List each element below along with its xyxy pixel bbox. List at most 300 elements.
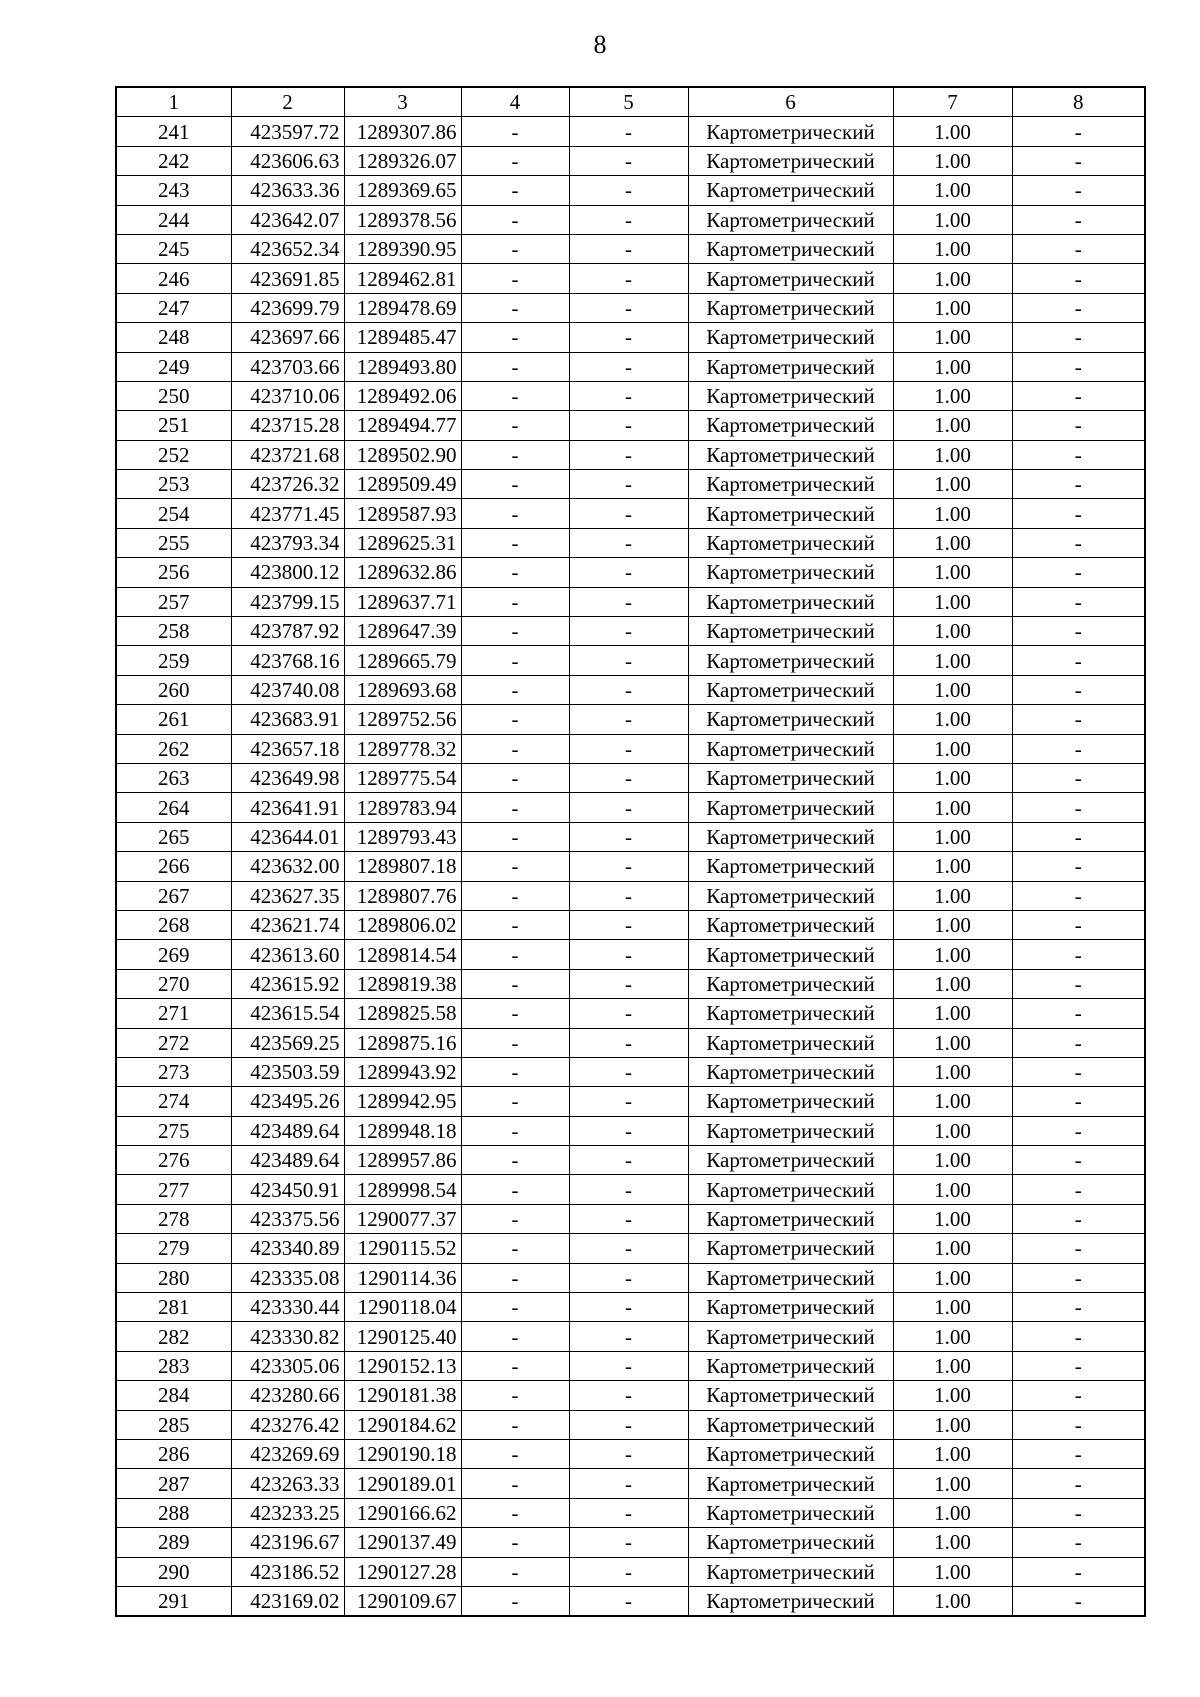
column-8-cell: - bbox=[1012, 705, 1145, 734]
method-cell: Картометрический bbox=[688, 440, 893, 469]
x-coordinate-cell: 423787.92 bbox=[231, 617, 344, 646]
column-8-cell: - bbox=[1012, 352, 1145, 381]
method-cell: Картометрический bbox=[688, 1469, 893, 1498]
column-5-cell: - bbox=[569, 1263, 688, 1292]
column-4-cell: - bbox=[461, 1439, 569, 1468]
point-number-cell: 269 bbox=[116, 940, 231, 969]
x-coordinate-cell: 423615.54 bbox=[231, 999, 344, 1028]
y-coordinate-cell: 1290127.28 bbox=[344, 1557, 461, 1586]
column-5-cell: - bbox=[569, 1351, 688, 1380]
x-coordinate-cell: 423715.28 bbox=[231, 411, 344, 440]
point-number-cell: 260 bbox=[116, 675, 231, 704]
point-number-cell: 277 bbox=[116, 1175, 231, 1204]
accuracy-cell: 1.00 bbox=[893, 734, 1012, 763]
column-4-cell: - bbox=[461, 1410, 569, 1439]
column-8-cell: - bbox=[1012, 881, 1145, 910]
method-cell: Картометрический bbox=[688, 558, 893, 587]
accuracy-cell: 1.00 bbox=[893, 1116, 1012, 1145]
column-5-cell: - bbox=[569, 1146, 688, 1175]
table-row bbox=[116, 440, 1145, 469]
column-8-cell: - bbox=[1012, 1028, 1145, 1057]
x-coordinate-cell: 423280.66 bbox=[231, 1381, 344, 1410]
x-coordinate-cell: 423569.25 bbox=[231, 1028, 344, 1057]
point-number-cell: 259 bbox=[116, 646, 231, 675]
x-coordinate-cell: 423642.07 bbox=[231, 205, 344, 234]
column-4-cell: - bbox=[461, 499, 569, 528]
x-coordinate-cell: 423503.59 bbox=[231, 1057, 344, 1086]
column-4-cell: - bbox=[461, 117, 569, 146]
method-cell: Картометрический bbox=[688, 1293, 893, 1322]
column-4-cell: - bbox=[461, 1263, 569, 1292]
column-4-cell: - bbox=[461, 705, 569, 734]
column-4-cell: - bbox=[461, 176, 569, 205]
method-cell: Картометрический bbox=[688, 705, 893, 734]
point-number-cell: 244 bbox=[116, 205, 231, 234]
table-row bbox=[116, 1263, 1145, 1292]
table-row bbox=[116, 411, 1145, 440]
accuracy-cell: 1.00 bbox=[893, 176, 1012, 205]
point-number-cell: 279 bbox=[116, 1234, 231, 1263]
column-8-cell: - bbox=[1012, 1498, 1145, 1527]
x-coordinate-cell: 423375.56 bbox=[231, 1204, 344, 1233]
column-5-cell: - bbox=[569, 675, 688, 704]
y-coordinate-cell: 1289502.90 bbox=[344, 440, 461, 469]
accuracy-cell: 1.00 bbox=[893, 1469, 1012, 1498]
table-row bbox=[116, 205, 1145, 234]
column-5-cell: - bbox=[569, 381, 688, 410]
y-coordinate-cell: 1289632.86 bbox=[344, 558, 461, 587]
column-4-cell: - bbox=[461, 1175, 569, 1204]
accuracy-cell: 1.00 bbox=[893, 675, 1012, 704]
table-row bbox=[116, 763, 1145, 792]
table-row bbox=[116, 117, 1145, 146]
method-cell: Картометрический bbox=[688, 176, 893, 205]
column-4-cell: - bbox=[461, 1498, 569, 1527]
column-4-cell: - bbox=[461, 1293, 569, 1322]
method-cell: Картометрический bbox=[688, 617, 893, 646]
accuracy-cell: 1.00 bbox=[893, 470, 1012, 499]
y-coordinate-cell: 1289807.18 bbox=[344, 852, 461, 881]
point-number-cell: 258 bbox=[116, 617, 231, 646]
table-row bbox=[116, 1175, 1145, 1204]
column-8-cell: - bbox=[1012, 1087, 1145, 1116]
table-row bbox=[116, 1351, 1145, 1380]
method-cell: Картометрический bbox=[688, 969, 893, 998]
point-number-cell: 252 bbox=[116, 440, 231, 469]
table-row bbox=[116, 1528, 1145, 1557]
y-coordinate-cell: 1290137.49 bbox=[344, 1528, 461, 1557]
accuracy-cell: 1.00 bbox=[893, 1204, 1012, 1233]
y-coordinate-cell: 1289814.54 bbox=[344, 940, 461, 969]
table-row bbox=[116, 176, 1145, 205]
method-cell: Картометрический bbox=[688, 734, 893, 763]
column-8-cell: - bbox=[1012, 1322, 1145, 1351]
accuracy-cell: 1.00 bbox=[893, 1498, 1012, 1527]
table-row bbox=[116, 1234, 1145, 1263]
point-number-cell: 250 bbox=[116, 381, 231, 410]
x-coordinate-cell: 423726.32 bbox=[231, 470, 344, 499]
table-row bbox=[116, 234, 1145, 263]
column-8-cell: - bbox=[1012, 293, 1145, 322]
x-coordinate-cell: 423615.92 bbox=[231, 969, 344, 998]
x-coordinate-cell: 423649.98 bbox=[231, 763, 344, 792]
column-8-cell: - bbox=[1012, 1410, 1145, 1439]
column-8-cell: - bbox=[1012, 1528, 1145, 1557]
column-5-cell: - bbox=[569, 646, 688, 675]
accuracy-cell: 1.00 bbox=[893, 117, 1012, 146]
point-number-cell: 280 bbox=[116, 1263, 231, 1292]
accuracy-cell: 1.00 bbox=[893, 617, 1012, 646]
table-body bbox=[116, 117, 1145, 1616]
y-coordinate-cell: 1289775.54 bbox=[344, 763, 461, 792]
y-coordinate-cell: 1289825.58 bbox=[344, 999, 461, 1028]
y-coordinate-cell: 1290190.18 bbox=[344, 1439, 461, 1468]
method-cell: Картометрический bbox=[688, 381, 893, 410]
y-coordinate-cell: 1290152.13 bbox=[344, 1351, 461, 1380]
y-coordinate-cell: 1290125.40 bbox=[344, 1322, 461, 1351]
column-8-cell: - bbox=[1012, 675, 1145, 704]
x-coordinate-cell: 423489.64 bbox=[231, 1146, 344, 1175]
column-8-cell: - bbox=[1012, 1234, 1145, 1263]
column-8-cell: - bbox=[1012, 1263, 1145, 1292]
method-cell: Картометрический bbox=[688, 1175, 893, 1204]
column-5-cell: - bbox=[569, 1469, 688, 1498]
accuracy-cell: 1.00 bbox=[893, 440, 1012, 469]
column-5-cell: - bbox=[569, 176, 688, 205]
table-row bbox=[116, 528, 1145, 557]
accuracy-cell: 1.00 bbox=[893, 1146, 1012, 1175]
method-cell: Картометрический bbox=[688, 1146, 893, 1175]
x-coordinate-cell: 423652.34 bbox=[231, 234, 344, 263]
point-number-cell: 256 bbox=[116, 558, 231, 587]
point-number-cell: 241 bbox=[116, 117, 231, 146]
column-4-cell: - bbox=[461, 470, 569, 499]
column-8-cell: - bbox=[1012, 323, 1145, 352]
point-number-cell: 278 bbox=[116, 1204, 231, 1233]
column-5-cell: - bbox=[569, 1381, 688, 1410]
method-cell: Картометрический bbox=[688, 470, 893, 499]
point-number-cell: 273 bbox=[116, 1057, 231, 1086]
column-8-cell: - bbox=[1012, 1351, 1145, 1380]
accuracy-cell: 1.00 bbox=[893, 293, 1012, 322]
point-number-cell: 268 bbox=[116, 910, 231, 939]
point-number-cell: 245 bbox=[116, 234, 231, 263]
column-5-cell: - bbox=[569, 1234, 688, 1263]
column-4-cell: - bbox=[461, 381, 569, 410]
point-number-cell: 246 bbox=[116, 264, 231, 293]
method-cell: Картометрический bbox=[688, 999, 893, 1028]
column-4-cell: - bbox=[461, 234, 569, 263]
method-cell: Картометрический bbox=[688, 264, 893, 293]
accuracy-cell: 1.00 bbox=[893, 1322, 1012, 1351]
accuracy-cell: 1.00 bbox=[893, 352, 1012, 381]
column-4-cell: - bbox=[461, 969, 569, 998]
method-cell: Картометрический bbox=[688, 352, 893, 381]
point-number-cell: 290 bbox=[116, 1557, 231, 1586]
x-coordinate-cell: 423330.82 bbox=[231, 1322, 344, 1351]
y-coordinate-cell: 1290184.62 bbox=[344, 1410, 461, 1439]
point-number-cell: 291 bbox=[116, 1586, 231, 1616]
column-5-cell: - bbox=[569, 558, 688, 587]
point-number-cell: 286 bbox=[116, 1439, 231, 1468]
point-number-cell: 248 bbox=[116, 323, 231, 352]
column-8-cell: - bbox=[1012, 910, 1145, 939]
method-cell: Картометрический bbox=[688, 587, 893, 616]
x-coordinate-cell: 423771.45 bbox=[231, 499, 344, 528]
column-5-cell: - bbox=[569, 499, 688, 528]
method-cell: Картометрический bbox=[688, 411, 893, 440]
column-5-cell: - bbox=[569, 734, 688, 763]
column-4-cell: - bbox=[461, 852, 569, 881]
column-4-cell: - bbox=[461, 1586, 569, 1616]
table-row bbox=[116, 793, 1145, 822]
accuracy-cell: 1.00 bbox=[893, 1293, 1012, 1322]
column-8-cell: - bbox=[1012, 528, 1145, 557]
x-coordinate-cell: 423697.66 bbox=[231, 323, 344, 352]
column-5-cell: - bbox=[569, 1057, 688, 1086]
y-coordinate-cell: 1289493.80 bbox=[344, 352, 461, 381]
column-5-cell: - bbox=[569, 822, 688, 851]
column-5-cell: - bbox=[569, 1498, 688, 1527]
accuracy-cell: 1.00 bbox=[893, 1234, 1012, 1263]
accuracy-cell: 1.00 bbox=[893, 705, 1012, 734]
column-header: 6 bbox=[688, 87, 893, 117]
table-row bbox=[116, 1586, 1145, 1616]
method-cell: Картометрический bbox=[688, 205, 893, 234]
column-5-cell: - bbox=[569, 323, 688, 352]
table-row bbox=[116, 734, 1145, 763]
point-number-cell: 254 bbox=[116, 499, 231, 528]
column-5-cell: - bbox=[569, 352, 688, 381]
y-coordinate-cell: 1289806.02 bbox=[344, 910, 461, 939]
column-8-cell: - bbox=[1012, 440, 1145, 469]
x-coordinate-cell: 423606.63 bbox=[231, 146, 344, 175]
column-8-cell: - bbox=[1012, 1057, 1145, 1086]
column-5-cell: - bbox=[569, 1528, 688, 1557]
column-4-cell: - bbox=[461, 558, 569, 587]
point-number-cell: 283 bbox=[116, 1351, 231, 1380]
table-row bbox=[116, 587, 1145, 616]
accuracy-cell: 1.00 bbox=[893, 234, 1012, 263]
method-cell: Картометрический bbox=[688, 793, 893, 822]
method-cell: Картометрический bbox=[688, 940, 893, 969]
accuracy-cell: 1.00 bbox=[893, 1087, 1012, 1116]
table-row bbox=[116, 1028, 1145, 1057]
table-row bbox=[116, 1557, 1145, 1586]
column-8-cell: - bbox=[1012, 1439, 1145, 1468]
column-5-cell: - bbox=[569, 705, 688, 734]
column-4-cell: - bbox=[461, 1322, 569, 1351]
column-4-cell: - bbox=[461, 1087, 569, 1116]
x-coordinate-cell: 423793.34 bbox=[231, 528, 344, 557]
accuracy-cell: 1.00 bbox=[893, 381, 1012, 410]
point-number-cell: 253 bbox=[116, 470, 231, 499]
column-4-cell: - bbox=[461, 999, 569, 1028]
method-cell: Картометрический bbox=[688, 910, 893, 939]
column-8-cell: - bbox=[1012, 1146, 1145, 1175]
method-cell: Картометрический bbox=[688, 675, 893, 704]
accuracy-cell: 1.00 bbox=[893, 1057, 1012, 1086]
method-cell: Картометрический bbox=[688, 822, 893, 851]
point-number-cell: 266 bbox=[116, 852, 231, 881]
x-coordinate-cell: 423495.26 bbox=[231, 1087, 344, 1116]
point-number-cell: 285 bbox=[116, 1410, 231, 1439]
y-coordinate-cell: 1290181.38 bbox=[344, 1381, 461, 1410]
column-5-cell: - bbox=[569, 1586, 688, 1616]
point-number-cell: 267 bbox=[116, 881, 231, 910]
x-coordinate-cell: 423450.91 bbox=[231, 1175, 344, 1204]
x-coordinate-cell: 423721.68 bbox=[231, 440, 344, 469]
table-row bbox=[116, 940, 1145, 969]
table-row bbox=[116, 1322, 1145, 1351]
x-coordinate-cell: 423627.35 bbox=[231, 881, 344, 910]
column-5-cell: - bbox=[569, 470, 688, 499]
point-number-cell: 288 bbox=[116, 1498, 231, 1527]
y-coordinate-cell: 1289942.95 bbox=[344, 1087, 461, 1116]
column-4-cell: - bbox=[461, 1204, 569, 1233]
method-cell: Картометрический bbox=[688, 234, 893, 263]
point-number-cell: 282 bbox=[116, 1322, 231, 1351]
method-cell: Картометрический bbox=[688, 646, 893, 675]
column-8-cell: - bbox=[1012, 1175, 1145, 1204]
column-8-cell: - bbox=[1012, 381, 1145, 410]
x-coordinate-cell: 423613.60 bbox=[231, 940, 344, 969]
table-row bbox=[116, 1087, 1145, 1116]
table-row bbox=[116, 705, 1145, 734]
y-coordinate-cell: 1289647.39 bbox=[344, 617, 461, 646]
column-8-cell: - bbox=[1012, 734, 1145, 763]
column-header: 5 bbox=[569, 87, 688, 117]
x-coordinate-cell: 423597.72 bbox=[231, 117, 344, 146]
method-cell: Картометрический bbox=[688, 881, 893, 910]
method-cell: Картометрический bbox=[688, 1263, 893, 1292]
column-5-cell: - bbox=[569, 1439, 688, 1468]
table-row bbox=[116, 381, 1145, 410]
y-coordinate-cell: 1289998.54 bbox=[344, 1175, 461, 1204]
column-4-cell: - bbox=[461, 323, 569, 352]
y-coordinate-cell: 1289807.76 bbox=[344, 881, 461, 910]
y-coordinate-cell: 1289378.56 bbox=[344, 205, 461, 234]
accuracy-cell: 1.00 bbox=[893, 969, 1012, 998]
table-row bbox=[116, 999, 1145, 1028]
accuracy-cell: 1.00 bbox=[893, 1410, 1012, 1439]
accuracy-cell: 1.00 bbox=[893, 323, 1012, 352]
method-cell: Картометрический bbox=[688, 1351, 893, 1380]
point-number-cell: 284 bbox=[116, 1381, 231, 1410]
column-5-cell: - bbox=[569, 1204, 688, 1233]
accuracy-cell: 1.00 bbox=[893, 763, 1012, 792]
x-coordinate-cell: 423196.67 bbox=[231, 1528, 344, 1557]
point-number-cell: 263 bbox=[116, 763, 231, 792]
y-coordinate-cell: 1289462.81 bbox=[344, 264, 461, 293]
x-coordinate-cell: 423305.06 bbox=[231, 1351, 344, 1380]
column-4-cell: - bbox=[461, 617, 569, 646]
column-4-cell: - bbox=[461, 734, 569, 763]
column-4-cell: - bbox=[461, 1028, 569, 1057]
y-coordinate-cell: 1289948.18 bbox=[344, 1116, 461, 1145]
column-5-cell: - bbox=[569, 1087, 688, 1116]
y-coordinate-cell: 1289509.49 bbox=[344, 470, 461, 499]
column-4-cell: - bbox=[461, 1469, 569, 1498]
column-8-cell: - bbox=[1012, 411, 1145, 440]
method-cell: Картометрический bbox=[688, 117, 893, 146]
column-8-cell: - bbox=[1012, 1586, 1145, 1616]
column-4-cell: - bbox=[461, 146, 569, 175]
column-5-cell: - bbox=[569, 940, 688, 969]
table-row bbox=[116, 1498, 1145, 1527]
y-coordinate-cell: 1289326.07 bbox=[344, 146, 461, 175]
accuracy-cell: 1.00 bbox=[893, 999, 1012, 1028]
column-8-cell: - bbox=[1012, 1204, 1145, 1233]
table-row bbox=[116, 352, 1145, 381]
column-5-cell: - bbox=[569, 1322, 688, 1351]
x-coordinate-cell: 423691.85 bbox=[231, 264, 344, 293]
table-row bbox=[116, 558, 1145, 587]
y-coordinate-cell: 1289485.47 bbox=[344, 323, 461, 352]
column-5-cell: - bbox=[569, 1557, 688, 1586]
column-5-cell: - bbox=[569, 234, 688, 263]
point-number-cell: 276 bbox=[116, 1146, 231, 1175]
point-number-cell: 287 bbox=[116, 1469, 231, 1498]
method-cell: Картометрический bbox=[688, 1204, 893, 1233]
table-row bbox=[116, 470, 1145, 499]
method-cell: Картометрический bbox=[688, 1381, 893, 1410]
column-4-cell: - bbox=[461, 1057, 569, 1086]
x-coordinate-cell: 423799.15 bbox=[231, 587, 344, 616]
accuracy-cell: 1.00 bbox=[893, 587, 1012, 616]
method-cell: Картометрический bbox=[688, 499, 893, 528]
column-8-cell: - bbox=[1012, 617, 1145, 646]
y-coordinate-cell: 1289875.16 bbox=[344, 1028, 461, 1057]
column-4-cell: - bbox=[461, 264, 569, 293]
column-8-cell: - bbox=[1012, 499, 1145, 528]
y-coordinate-cell: 1289625.31 bbox=[344, 528, 461, 557]
column-4-cell: - bbox=[461, 352, 569, 381]
x-coordinate-cell: 423641.91 bbox=[231, 793, 344, 822]
point-number-cell: 275 bbox=[116, 1116, 231, 1145]
table-row bbox=[116, 293, 1145, 322]
y-coordinate-cell: 1289637.71 bbox=[344, 587, 461, 616]
method-cell: Картометрический bbox=[688, 1322, 893, 1351]
point-number-cell: 271 bbox=[116, 999, 231, 1028]
point-number-cell: 257 bbox=[116, 587, 231, 616]
column-5-cell: - bbox=[569, 1175, 688, 1204]
point-number-cell: 242 bbox=[116, 146, 231, 175]
column-5-cell: - bbox=[569, 117, 688, 146]
method-cell: Картометрический bbox=[688, 1410, 893, 1439]
column-8-cell: - bbox=[1012, 1293, 1145, 1322]
method-cell: Картометрический bbox=[688, 1439, 893, 1468]
table-row bbox=[116, 146, 1145, 175]
table-row bbox=[116, 1410, 1145, 1439]
table-row bbox=[116, 969, 1145, 998]
y-coordinate-cell: 1289369.65 bbox=[344, 176, 461, 205]
method-cell: Картометрический bbox=[688, 1557, 893, 1586]
x-coordinate-cell: 423186.52 bbox=[231, 1557, 344, 1586]
method-cell: Картометрический bbox=[688, 1586, 893, 1616]
x-coordinate-cell: 423644.01 bbox=[231, 822, 344, 851]
column-8-cell: - bbox=[1012, 940, 1145, 969]
column-4-cell: - bbox=[461, 822, 569, 851]
y-coordinate-cell: 1289783.94 bbox=[344, 793, 461, 822]
column-4-cell: - bbox=[461, 646, 569, 675]
accuracy-cell: 1.00 bbox=[893, 528, 1012, 557]
column-4-cell: - bbox=[461, 1351, 569, 1380]
method-cell: Картометрический bbox=[688, 1116, 893, 1145]
table-row bbox=[116, 646, 1145, 675]
column-8-cell: - bbox=[1012, 1116, 1145, 1145]
column-header: 1 bbox=[116, 87, 231, 117]
